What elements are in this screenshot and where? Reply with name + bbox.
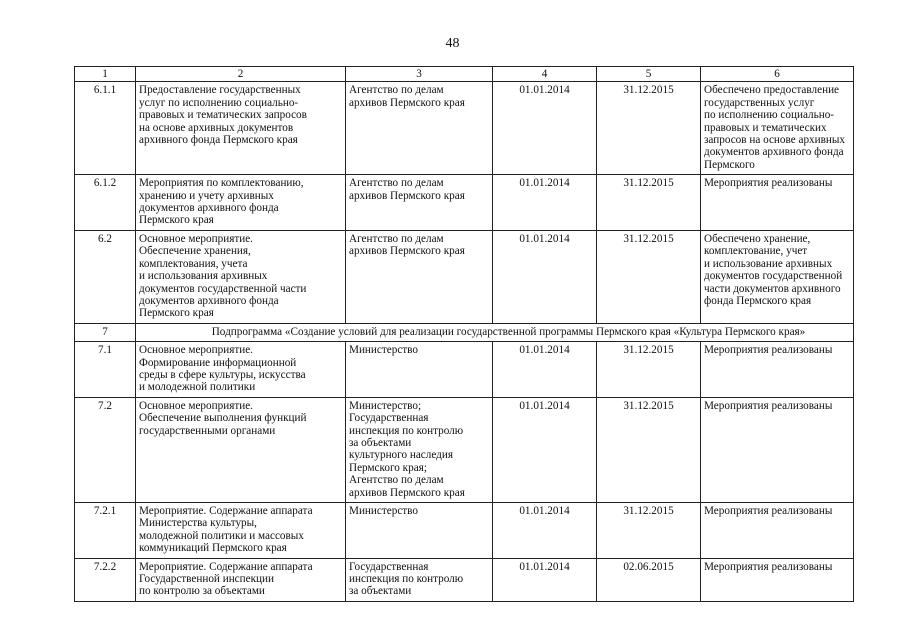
row-number: 7.2.2 (75, 558, 136, 601)
table-row (75, 175, 854, 231)
executor: Государственная инспекция по контролю за объектами (346, 558, 493, 601)
event-name: Основное мероприятие. Обеспечение хранения, комплектования, учета и использования архивных документов государственной части документов архивного фонда Пермского края (136, 230, 346, 323)
end-date: 31.12.2015 (597, 503, 701, 559)
result: Мероприятия реализованы (701, 175, 854, 231)
subprogram-number: 7 (75, 323, 136, 341)
event-name: Основное мероприятие. Обеспечение выполнения функций государственными органами (136, 397, 346, 502)
table-row (75, 230, 854, 323)
executor: Министерство (346, 503, 493, 559)
column-header: 6 (701, 67, 854, 82)
end-date: 31.12.2015 (597, 342, 701, 398)
subprogram-row (75, 323, 854, 341)
row-number: 7.2.1 (75, 503, 136, 559)
page-number: 48 (445, 36, 460, 51)
row-number: 6.2 (75, 230, 136, 323)
row-number: 7.1 (75, 342, 136, 398)
column-header: 1 (75, 67, 136, 82)
start-date: 01.01.2014 (493, 397, 597, 502)
column-header: 2 (136, 67, 346, 82)
row-number: 6.1.1 (75, 82, 136, 175)
subprogram-title (136, 323, 854, 341)
result: Обеспечено предоставление государственных услуг по исполнению социально- правовых и тематических запросов на основе архивных документов архивного фонда Пермского (701, 82, 854, 175)
executor: Агентство по делам архивов Пермского края (346, 175, 493, 231)
table-row (75, 558, 854, 601)
event-name: Мероприятие. Содержание аппарата Государственной инспекции по контролю за объектами (136, 558, 346, 601)
start-date: 01.01.2014 (493, 342, 597, 398)
result: Мероприятия реализованы (701, 342, 854, 398)
row-number: 6.1.2 (75, 175, 136, 231)
executor: Министерство; Государственная инспекция по контролю за объектами культурного наследия Пермского края; Агентство по делам архивов Пермского края (346, 397, 493, 502)
end-date: 31.12.2015 (597, 230, 701, 323)
column-header: 3 (346, 67, 493, 82)
end-date: 02.06.2015 (597, 558, 701, 601)
start-date: 01.01.2014 (493, 558, 597, 601)
row-number: 7.2 (75, 397, 136, 502)
result: Мероприятия реализованы (701, 558, 854, 601)
column-header: 5 (597, 67, 701, 82)
event-name: Основное мероприятие. Формирование информационной среды в сфере культуры, искусства и молодежной политики (136, 342, 346, 398)
event-name: Мероприятия по комплектованию, хранению и учету архивных документов архивного фонда Пермского края (136, 175, 346, 231)
event-name: Предоставление государственных услуг по исполнению социально- правовых и тематических запросов на основе архивных документов архивного фонда Пермского края (136, 82, 346, 175)
table-row (75, 342, 854, 398)
result: Обеспечено хранение, комплектование, учет и использование архивных документов государственной части документов архивного фонда Пермского края (701, 230, 854, 323)
table-row (75, 503, 854, 559)
start-date: 01.01.2014 (493, 82, 597, 175)
executor: Министерство (346, 342, 493, 398)
table-header-row (75, 67, 854, 82)
table-row (75, 82, 854, 175)
executor: Агентство по делам архивов Пермского края (346, 230, 493, 323)
result: Мероприятия реализованы (701, 397, 854, 502)
event-name: Мероприятие. Содержание аппарата Министерства культуры, молодежной политики и массовых коммуникаций Пермского края (136, 503, 346, 559)
start-date: 01.01.2014 (493, 230, 597, 323)
column-header: 4 (493, 67, 597, 82)
result: Мероприятия реализованы (701, 503, 854, 559)
subprogram-title-text: Подпрограмма «Создание условий для реализации государственной программы Пермского края «Культура Пермского края» (211, 325, 806, 338)
end-date: 31.12.2015 (597, 175, 701, 231)
start-date: 01.01.2014 (493, 175, 597, 231)
executor: Агентство по делам архивов Пермского края (346, 82, 493, 175)
events-table (74, 66, 854, 602)
end-date: 31.12.2015 (597, 82, 701, 175)
end-date: 31.12.2015 (597, 397, 701, 502)
start-date: 01.01.2014 (493, 503, 597, 559)
table-row (75, 397, 854, 502)
